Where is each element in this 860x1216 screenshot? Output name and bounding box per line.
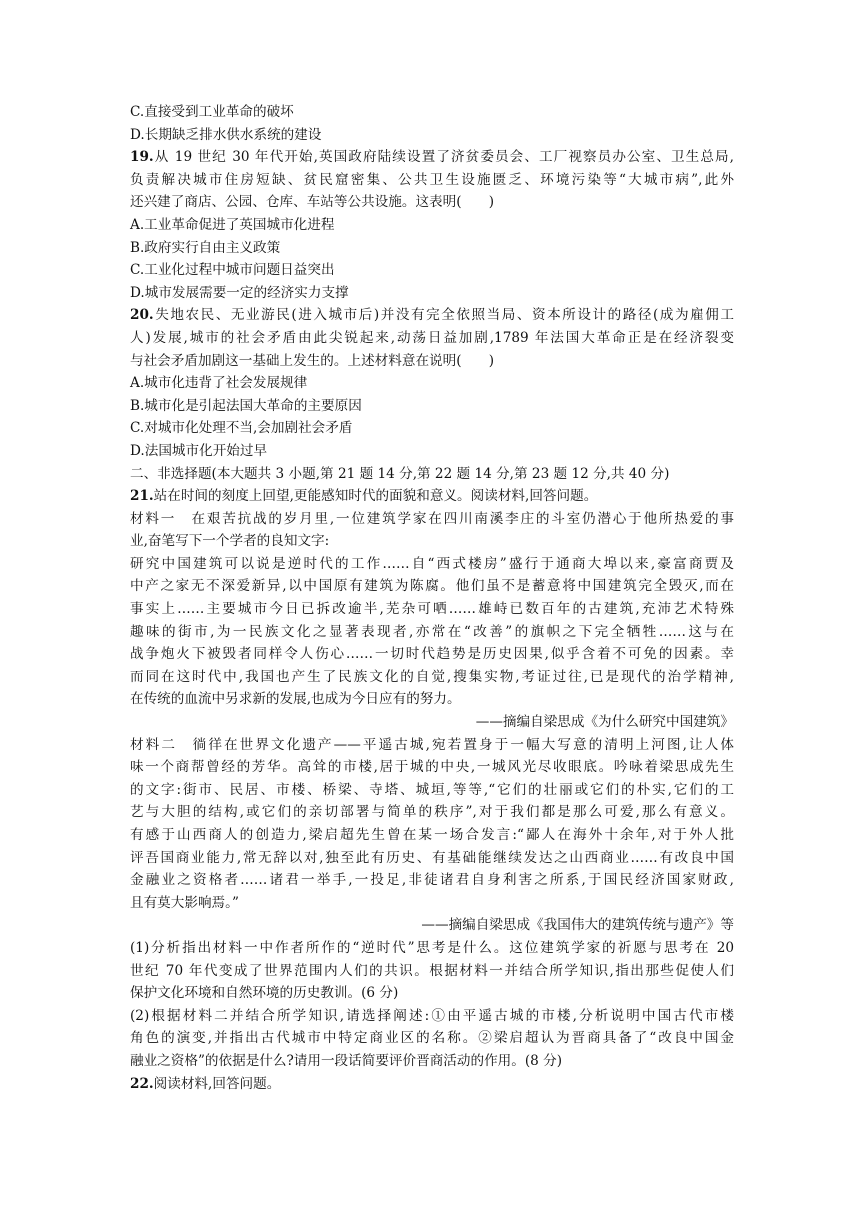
q21-material2-line: 评吾国商业能力,常无辞以对,独至此有历史、有基础能继续发达之山西商业……有改良中国 xyxy=(130,849,734,866)
q21-number: 21. xyxy=(130,488,154,505)
q21-material1-line: 趣味的街市,为一民族文化之显著表现者,亦常在“改善”的旗帜之下完全牺牲……这与在 xyxy=(130,623,734,640)
q22-intro-line xyxy=(130,1073,734,1096)
q19-option-b: B.政府实行自由主义政策 xyxy=(130,239,281,256)
q21-material1-line: 材料一 在艰苦抗战的岁月里,一位建筑学家在四川南溪李庄的斗室仍潜心于他所热爱的事 xyxy=(130,510,734,527)
q21-sub2-line: (2)根据材料二并结合所学知识,请选择阐述:①由平遥古城的市楼,分析说明中国古代市楼 xyxy=(130,1007,734,1024)
q20-option-c: C.对城市化处理不当,会加剧社会矛盾 xyxy=(130,420,353,437)
q20-stem-text-1: 失地农民、无业游民(进入城市后)并没有完全依照当局、资本所设计的路径(成为雇佣工 xyxy=(153,307,734,324)
q21-sub2-line: 融业之资格”的依据是什么?请用一段话简要评价晋商活动的作用。(8 分) xyxy=(130,1052,563,1069)
q20-option-a: A.城市化违背了社会发展规律 xyxy=(130,375,308,392)
q21-material1-source: ——摘编自梁思成《为什么研究中国建筑》 xyxy=(475,714,734,731)
q19-stem-line-2: 负责解决城市住房短缺、贫民窟密集、公共卫生设施匮乏、环境污染等“大城市病”,此外 xyxy=(130,171,734,188)
q21-material2-source: ——摘编自梁思成《我国伟大的建筑传统与遗产》等 xyxy=(421,917,734,934)
q21-sub2-line: 角色的演变,并指出古代城市中特定商业区的名称。②梁启超认为晋商具备了“改良中国金 xyxy=(130,1030,734,1047)
q21-material1-line: 业,奋笔写下一个学者的良知文字: xyxy=(130,533,330,550)
q18-option-c: C.直接受到工业革命的破坏 xyxy=(130,104,294,120)
q21-material1-line: 事实上……主要城市今日已拆改逾半,芜杂可哂……雄峙已数百年的古建筑,充沛艺术特殊 xyxy=(130,601,734,618)
q21-material1-line: 研究中国建筑可以说是逆时代的工作……自“西式楼房”盛行于通商大埠以来,豪富商贾及 xyxy=(130,555,734,572)
q20-stem-line-3: 与社会矛盾加剧这一基础上发生的。上述材料意在说明( ) xyxy=(130,352,495,369)
q19-stem-line-3: 还兴建了商店、公园、仓库、车站等公共设施。这表明( ) xyxy=(130,194,495,211)
q19-option-c: C.工业化过程中城市问题日益突出 xyxy=(130,262,335,279)
q20-stem-line-2: 人)发展,城市的社会矛盾由此尖锐起来,动荡日益加剧,1789 年法国大革命正是在经济裂变 xyxy=(130,329,734,346)
q21-material2-line: 味一个商帮曾经的芳华。高耸的市楼,居于城的中央,一城风光尽收眼底。吟咏着梁思成先生 xyxy=(130,759,734,776)
q22-intro-text: 阅读材料,回答问题。 xyxy=(153,1075,281,1092)
q19-option-a: A.工业革命促进了英国城市化进程 xyxy=(130,216,335,233)
q21-material2-line: 且有莫大影响焉。” xyxy=(130,894,239,911)
q21-material1-line: 中产之家无不深爱新异,以中国原有建筑为陈腐。他们虽不是蓄意将中国建筑完全毁灭,而在 xyxy=(130,578,734,595)
q22-number: 22. xyxy=(130,1075,154,1092)
section-2-heading: 二、非选择题(本大题共 3 小题,第 21 题 14 分,第 22 题 14 分,第 23 题 12 分,共 40 分) xyxy=(130,465,670,482)
q20-number: 20. xyxy=(130,307,154,324)
q19-option-d: D.城市发展需要一定的经济实力支撑 xyxy=(130,284,349,301)
q21-intro-line xyxy=(130,485,734,508)
q20-option-d: D.法国城市化开始过早 xyxy=(130,442,268,459)
q18-option-d: D.长期缺乏排水供水系统的建设 xyxy=(130,126,322,143)
q21-sub1-line: 保护文化环境和自然环境的历史教训。(6 分) xyxy=(130,985,399,1002)
exam-page xyxy=(130,101,734,1095)
q21-material1-line: 而同在这时代中,我国也产生了民族文化的自觉,搜集实物,考证过往,已是现代的治学精神, xyxy=(130,668,734,685)
q21-material2-line: 金融业之资格者……诸君一举手,一投足,非徒诸君自身利害之所系,于国民经济国家财政, xyxy=(130,872,734,889)
q21-material2-line: 有感于山西商人的创造力,梁启超先生曾在某一场合发言:“鄙人在海外十余年,对于外人批 xyxy=(130,827,734,843)
q19-number: 19. xyxy=(130,149,154,166)
q21-material2-line: 材料二 徜徉在世界文化遗产——平遥古城,宛若置身于一幅大写意的清明上河图,让人体 xyxy=(130,736,734,753)
q20-stem-line-1 xyxy=(130,304,734,327)
q21-material2-line: 的文字:街市、民居、市楼、桥梁、寺塔、城垣,等等,“它们的壮丽或它们的朴实,它们的工 xyxy=(130,781,734,798)
q21-intro-text: 站在时间的刻度上回望,更能感知时代的面貌和意义。阅读材料,回答问题。 xyxy=(153,488,598,505)
q21-sub1-line: (1)分析指出材料一中作者所作的“逆时代”思考是什么。这位建筑学家的祈愿与思考在 20 xyxy=(130,939,734,956)
q20-option-b: B.城市化是引起法国大革命的主要原因 xyxy=(130,397,362,414)
q19-stem-line-1 xyxy=(130,146,734,169)
q21-material1-line: 战争炮火下被毁者同样令人伤心……一切时代趋势是历史因果,似乎含着不可免的因素。幸 xyxy=(130,646,734,663)
q21-sub1-line: 世纪 70 年代变成了世界范围内人们的共识。根据材料一并结合所学知识,指出那些促使人们 xyxy=(130,962,734,979)
q19-stem-text-1: 从 19 世纪 30 年代开始,英国政府陆续设置了济贫委员会、工厂视察员办公室、卫生总局, xyxy=(153,149,734,166)
q21-material2-line: 艺与大胆的结构,或它们的亲切部署与简单的秩序”,对于我们都是那么可爱,那么有意义。 xyxy=(130,804,734,821)
q21-material1-line: 在传统的血流中另求新的发展,也成为今日应有的努力。 xyxy=(130,691,461,708)
